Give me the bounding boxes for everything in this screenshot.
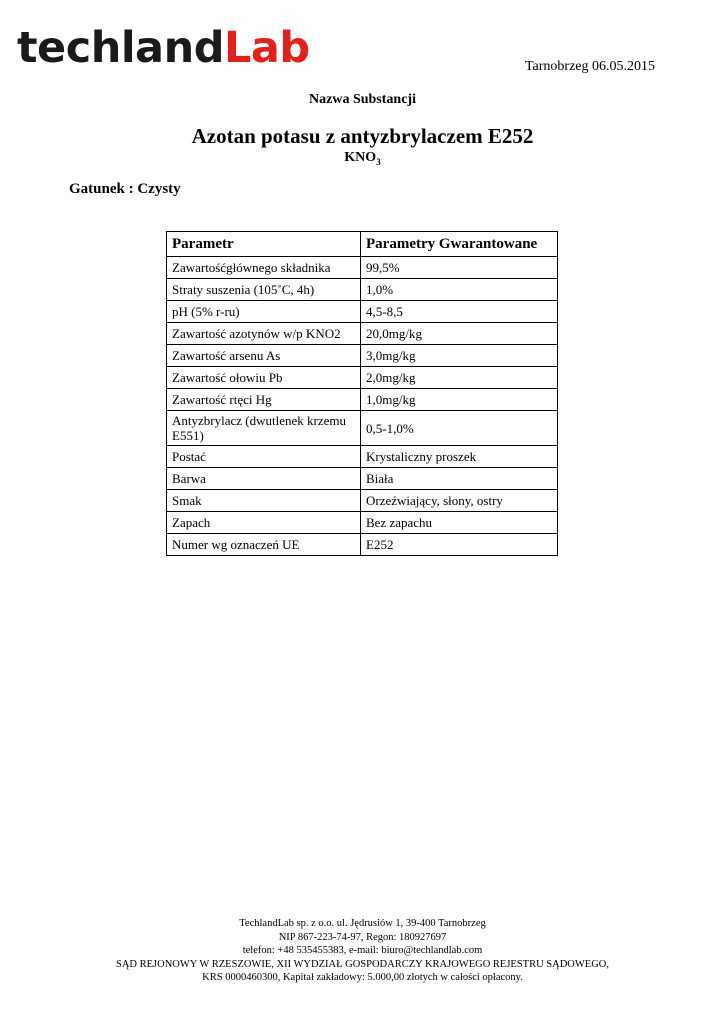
logo-text-techland: techland (17, 23, 224, 73)
chemical-formula (0, 150, 725, 167)
formula-main: KNO (344, 150, 377, 165)
parameter-value: Orzeźwiający, słony, ostry (361, 490, 558, 512)
parameter-name: Barwa (167, 468, 361, 490)
parameter-name: pH (5% r-ru) (167, 301, 361, 323)
parameter-value: 2,0mg/kg (361, 367, 558, 389)
column-header-parameter: Parametr (167, 232, 361, 257)
footer-contact-line: telefon: +48 535455383, e-mail: biuro@techlandlab.com (242, 945, 483, 956)
parameter-name: Zapach (167, 512, 361, 534)
document-date: Tarnobrzeg 06.05.2015 (524, 59, 655, 74)
table-row (167, 490, 558, 512)
parameter-value: Bez zapachu (361, 512, 558, 534)
parameter-value: 0,5-1,0% (361, 411, 558, 446)
parameter-name: Zawartość rtęci Hg (167, 389, 361, 411)
table-row (167, 534, 558, 556)
table-row (167, 367, 558, 389)
parameter-value: 99,5% (361, 257, 558, 279)
company-footer (0, 917, 725, 985)
parameter-value: Biała (361, 468, 558, 490)
table-row (167, 257, 558, 279)
table-row (167, 301, 558, 323)
company-logo (17, 24, 310, 72)
table-row (167, 446, 558, 468)
table-row (167, 389, 558, 411)
logo-text-lab: Lab (223, 23, 310, 73)
column-header-guaranteed: Parametry Gwarantowane (361, 232, 558, 257)
parameter-name: Zawartość ołowiu Pb (167, 367, 361, 389)
formula-subscript: 3 (376, 156, 381, 167)
table-row (167, 323, 558, 345)
footer-court-line: SĄD REJONOWY W RZESZOWIE, XII WYDZIAŁ GOSPODARCZY KRAJOWEGO REJESTRU SĄDOWEGO, (116, 958, 609, 970)
substance-label: Nazwa Substancji (309, 92, 416, 107)
parameter-value: Krystaliczny proszek (361, 446, 558, 468)
parameter-name: Zawartość arsenu As (167, 345, 361, 367)
parameter-name: Zawartośćgłównego składnika (167, 257, 361, 279)
parameter-name: Numer wg oznaczeń UE (167, 534, 361, 556)
table-row (167, 468, 558, 490)
table-row (167, 345, 558, 367)
footer-address-line: TechlandLab sp. z o.o. ul. Jędrusiów 1, 39-400 Tarnobrzeg (239, 918, 486, 929)
parameter-name: Smak (167, 490, 361, 512)
parameter-value: 1,0% (361, 279, 558, 301)
parameter-name: Postać (167, 446, 361, 468)
parameter-value: 1,0mg/kg (361, 389, 558, 411)
parameter-value: 4,5-8,5 (361, 301, 558, 323)
parameter-value: E252 (361, 534, 558, 556)
table-row (167, 279, 558, 301)
parameter-name: Antyzbrylacz (dwutlenek krzemu E551) (167, 411, 361, 446)
substance-title: Azotan potasu z antyzbrylaczem E252 (191, 124, 534, 148)
parameter-name: Zawartość azotynów w/p KNO2 (167, 323, 361, 345)
footer-tax-line: NIP 867-223-74-97, Regon: 180927697 (278, 931, 447, 943)
table-row (167, 411, 558, 446)
parameter-name: Straty suszenia (105˚C, 4h) (167, 279, 361, 301)
parameters-table (166, 231, 558, 556)
grade-label: Gatunek : Czysty (69, 181, 181, 197)
table-header-row (167, 232, 558, 257)
parameter-value: 3,0mg/kg (361, 345, 558, 367)
table-row (167, 512, 558, 534)
footer-krs-line: KRS 0000460300, Kapitał zakładowy: 5.000,00 złotych w całości opłacony. (202, 972, 523, 983)
parameter-value: 20,0mg/kg (361, 323, 558, 345)
